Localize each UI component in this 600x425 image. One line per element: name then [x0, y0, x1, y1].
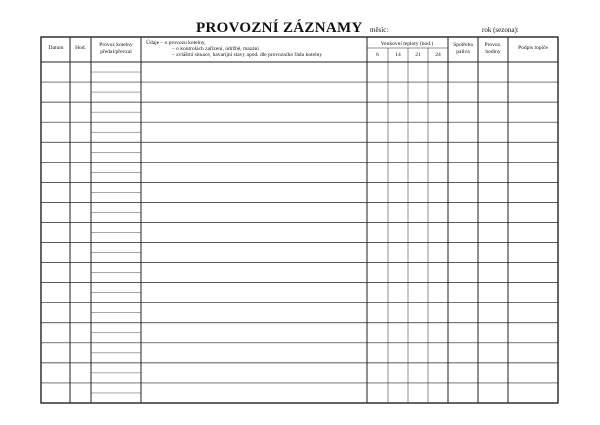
header-hour-24: 24: [435, 52, 441, 58]
header-podpis-topice: Podpis topiče: [518, 45, 548, 51]
header-hour-6: 6: [376, 52, 379, 58]
header-datum: Datum: [48, 45, 64, 51]
year-label: rok (sezona):: [482, 26, 519, 34]
header-provoz-kotelny: Provoz kotelny předal/převzal: [99, 42, 133, 55]
page-title: PROVOZNÍ ZÁZNAMY: [196, 20, 363, 36]
header-hour-21: 21: [415, 52, 421, 58]
header-hod: Hod.: [75, 45, 86, 51]
header-udaje-line2: – o kontrolách zařízení, údržbě, mazání: [172, 46, 259, 52]
header-udaje-line1: Údaje – o provozu kotelny,: [146, 40, 206, 46]
header-provoz-hodiny: Provoz. hodiny: [484, 42, 502, 55]
header-hour-14: 14: [395, 52, 401, 58]
header-spotreba-paliva: Spotřeba paliva: [453, 42, 473, 55]
table-grid: [41, 37, 558, 403]
header-udaje-line3: – zvláštní situace, havarijní stavy apod. dle provozního řádu kotelny: [172, 52, 323, 58]
month-label: měsíc:: [370, 26, 389, 34]
header-venkovni-teploty: Venkovní teploty (hod.): [380, 41, 434, 47]
